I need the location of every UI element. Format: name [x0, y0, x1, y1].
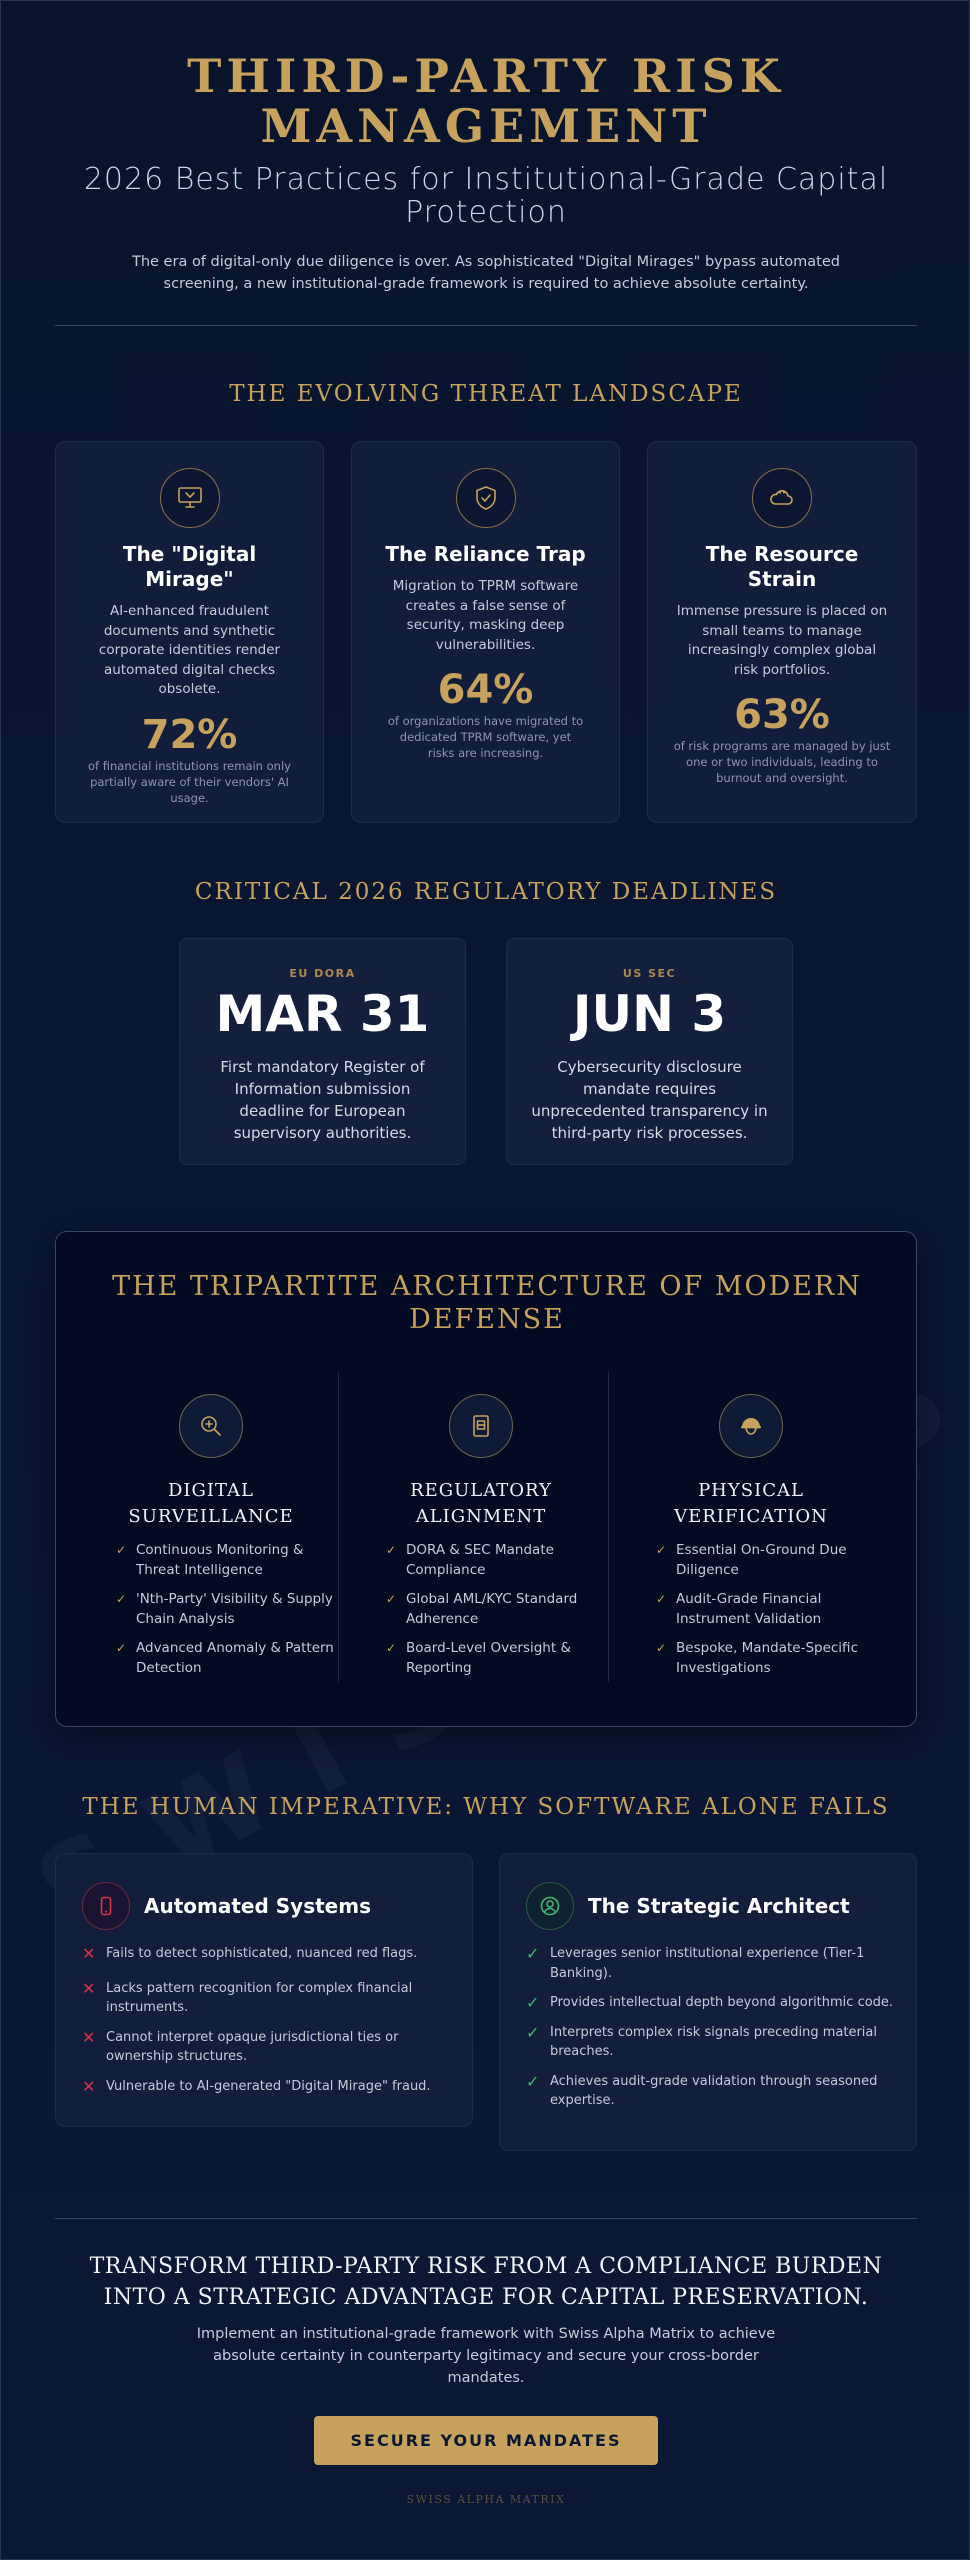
document-icon	[449, 1394, 513, 1458]
deadline-desc: Cybersecurity disclosure mandate requires unprecedented transparency in third-party risk processes.	[531, 1058, 768, 1142]
comparison-card-architect	[499, 1853, 917, 2151]
cross-icon: ✕	[82, 2027, 96, 2047]
threat-card-title: The "Digital Mirage"	[122, 542, 257, 591]
check-icon: ✓	[386, 1592, 397, 1606]
list-item-text: Board-Level Oversight & Reporting	[406, 1640, 571, 1676]
cta-title: TRANSFORM THIRD-PARTY RISK FROM A COMPLIANCE BURDEN INTO A STRATEGIC ADVANTAGE FOR CAPITAL PRESERVATION.	[89, 2254, 883, 2310]
comparison-card-automated	[55, 1853, 473, 2127]
threat-card-desc: Immense pressure is placed on small teams to manage increasingly complex global risk portfolios.	[676, 603, 888, 678]
list-item-text: Advanced Anomaly & Pattern Detection	[136, 1640, 334, 1676]
list-item	[526, 1944, 896, 1983]
threat-card-resource-strain	[647, 441, 917, 823]
list-item	[116, 1589, 336, 1629]
check-icon: ✓	[386, 1543, 397, 1557]
threat-card-stat-note: of risk programs are managed by just one or two individuals, leading to burnout and oversight.	[673, 739, 891, 785]
cross-icon: ✕	[82, 1944, 96, 1963]
list-item	[656, 1638, 876, 1678]
threat-card-stat: 72%	[141, 711, 238, 758]
list-item-text: Bespoke, Mandate-Specific Investigations	[676, 1640, 858, 1676]
secure-mandates-button[interactable]: SECURE YOUR MANDATES	[314, 2416, 658, 2465]
list-item	[526, 2023, 896, 2062]
cta-body: Implement an institutional-grade framework with Swiss Alpha Matrix to achieve absolute certainty in counterparty legitimacy and secure your cross-border mandates.	[196, 2326, 776, 2386]
list-item	[526, 1993, 896, 2013]
list-item	[116, 1540, 336, 1580]
hero-intro: The era of digital-only due diligence is over. As sophisticated "Digital Mirages" bypass automated screening, a new institutional-grade framework is required to achieve absolute certainty.	[131, 254, 840, 292]
deadline-desc: First mandatory Register of Information submission deadline for European supervisory authorities.	[220, 1058, 425, 1142]
check-icon: ✓	[656, 1592, 667, 1606]
column-divider	[608, 1372, 609, 1682]
shield-check-icon	[456, 468, 516, 528]
list-item-text: 'Nth-Party' Visibility & Supply Chain Analysis	[136, 1591, 333, 1627]
threat-card-stat: 63%	[734, 692, 830, 738]
architecture-title: THE TRIPARTITE ARCHITECTURE OF MODERN DEFENSE	[112, 1271, 862, 1335]
threat-card-reliance-trap	[351, 441, 620, 823]
check-icon: ✓	[656, 1543, 667, 1557]
comparison-card-title: The Strategic Architect	[588, 1894, 850, 1918]
hero	[55, 51, 917, 295]
threat-card-digital-mirage	[55, 441, 324, 823]
list-item-text: Global AML/KYC Standard Adherence	[406, 1591, 578, 1627]
list-item	[526, 2072, 896, 2111]
check-icon: ✓	[116, 1543, 127, 1557]
architecture-column-digital-surveillance	[86, 1394, 336, 1687]
list-item-text: Continuous Monitoring & Threat Intelligence	[136, 1542, 304, 1578]
comparison-card-header	[526, 1882, 850, 1930]
threat-card-stat: 64%	[437, 667, 534, 713]
list-item	[116, 1638, 336, 1678]
deadline-date: JUN 3	[572, 985, 727, 1043]
architecture-column-title: PHYSICAL VERIFICATION	[674, 1480, 828, 1527]
page-title: THIRD-PARTY RISK MANAGEMENT	[187, 49, 785, 153]
list-item-text: Provides intellectual depth beyond algorithmic code.	[550, 1995, 894, 2010]
divider	[55, 2218, 917, 2219]
comparison-card-title: Automated Systems	[144, 1894, 371, 1918]
list-item-text: Lacks pattern recognition for complex financial instruments.	[106, 1980, 413, 2015]
architecture-list	[116, 1540, 336, 1678]
list-item	[386, 1638, 606, 1678]
architecture-column-regulatory-alignment	[356, 1394, 606, 1687]
cross-icon: ✕	[82, 2076, 96, 2096]
list-item-text: Interprets complex risk signals preceding material breaches.	[550, 2024, 877, 2059]
check-icon: ✓	[386, 1641, 397, 1655]
cloud-weight-icon	[752, 468, 812, 528]
list-item	[386, 1540, 606, 1580]
check-icon: ✓	[526, 1993, 540, 2012]
list-item	[656, 1589, 876, 1629]
check-icon: ✓	[526, 2022, 540, 2042]
threat-card-title: The Reliance Trap	[385, 542, 586, 566]
list-item-text: DORA & SEC Mandate Compliance	[406, 1542, 554, 1578]
list-item-text: Vulnerable to AI-generated "Digital Mirage" fraud.	[106, 2078, 431, 2094]
list-item-text: Cannot interpret opaque jurisdictional ties or ownership structures.	[106, 2029, 399, 2064]
list-item	[82, 2077, 452, 2097]
comparison-list	[526, 1944, 896, 2111]
list-item-text: Achieves audit-grade validation through seasoned expertise.	[550, 2073, 878, 2108]
deadline-date: MAR 31	[215, 985, 430, 1043]
check-icon: ✓	[656, 1641, 667, 1655]
list-item-text: Essential On-Ground Due Diligence	[676, 1542, 847, 1578]
architecture-list	[386, 1540, 606, 1678]
column-divider	[338, 1372, 339, 1682]
architecture-column-physical-verification	[626, 1394, 876, 1687]
threat-card-stat-note: of financial institutions remain only partially aware of their vendors' AI usage.	[88, 758, 291, 805]
cross-icon: ✕	[82, 1978, 96, 1998]
list-item	[82, 2028, 452, 2067]
threat-card-desc: Migration to TPRM software creates a false sense of security, masking deep vulnerabilities.	[392, 578, 579, 653]
section-title-deadlines: CRITICAL 2026 REGULATORY DEADLINES	[194, 879, 778, 905]
architecture-column-title: REGULATORY ALIGNMENT	[410, 1480, 552, 1527]
deadline-tag: US SEC	[622, 967, 677, 980]
check-icon: ✓	[116, 1641, 127, 1655]
architecture-column-title: DIGITAL SURVEILLANCE	[128, 1480, 294, 1527]
check-icon: ✓	[526, 2071, 540, 2091]
deadline-tag: EU DORA	[289, 967, 356, 980]
divider	[55, 325, 917, 326]
architecture-panel	[55, 1231, 917, 1727]
comparison-list	[82, 1944, 452, 2096]
architecture-list	[656, 1540, 876, 1678]
helmet-head-icon	[719, 1394, 783, 1458]
deadline-card-us-sec	[506, 938, 793, 1165]
threat-card-stat-note: of organizations have migrated to dedicated TPRM software, yet risks are increasing.	[387, 714, 584, 760]
list-item	[386, 1589, 606, 1629]
list-item	[82, 1979, 452, 2018]
list-item-text: Leverages senior institutional experience (Tier-1 Banking).	[550, 1946, 865, 1981]
magnifier-icon	[179, 1394, 243, 1458]
monitor-alert-icon	[160, 468, 220, 528]
footer-brand: SWISS ALPHA MATRIX	[406, 2493, 566, 2506]
comparison-card-header	[82, 1882, 371, 1930]
page-subtitle: 2026 Best Practices for Institutional-Grade Capital Protection	[83, 162, 889, 230]
phone-icon	[82, 1882, 130, 1930]
check-icon: ✓	[116, 1592, 127, 1606]
list-item	[656, 1540, 876, 1580]
section-title-human: THE HUMAN IMPERATIVE: WHY SOFTWARE ALONE FAILS	[82, 1794, 890, 1820]
threat-card-desc: AI-enhanced fraudulent documents and synthetic corporate identities render automated digital checks obsolete.	[98, 603, 281, 697]
threat-card-title: The Resource Strain	[705, 542, 859, 591]
deadline-card-eu-dora	[179, 938, 466, 1165]
list-item	[82, 1944, 452, 1964]
list-item-text: Fails to detect sophisticated, nuanced red flags.	[106, 1946, 418, 1961]
check-icon: ✓	[526, 1944, 540, 1963]
user-circle-icon	[526, 1882, 574, 1930]
list-item-text: Audit-Grade Financial Instrument Validation	[676, 1591, 822, 1627]
section-title-threats: THE EVOLVING THREAT LANDSCAPE	[229, 381, 743, 407]
